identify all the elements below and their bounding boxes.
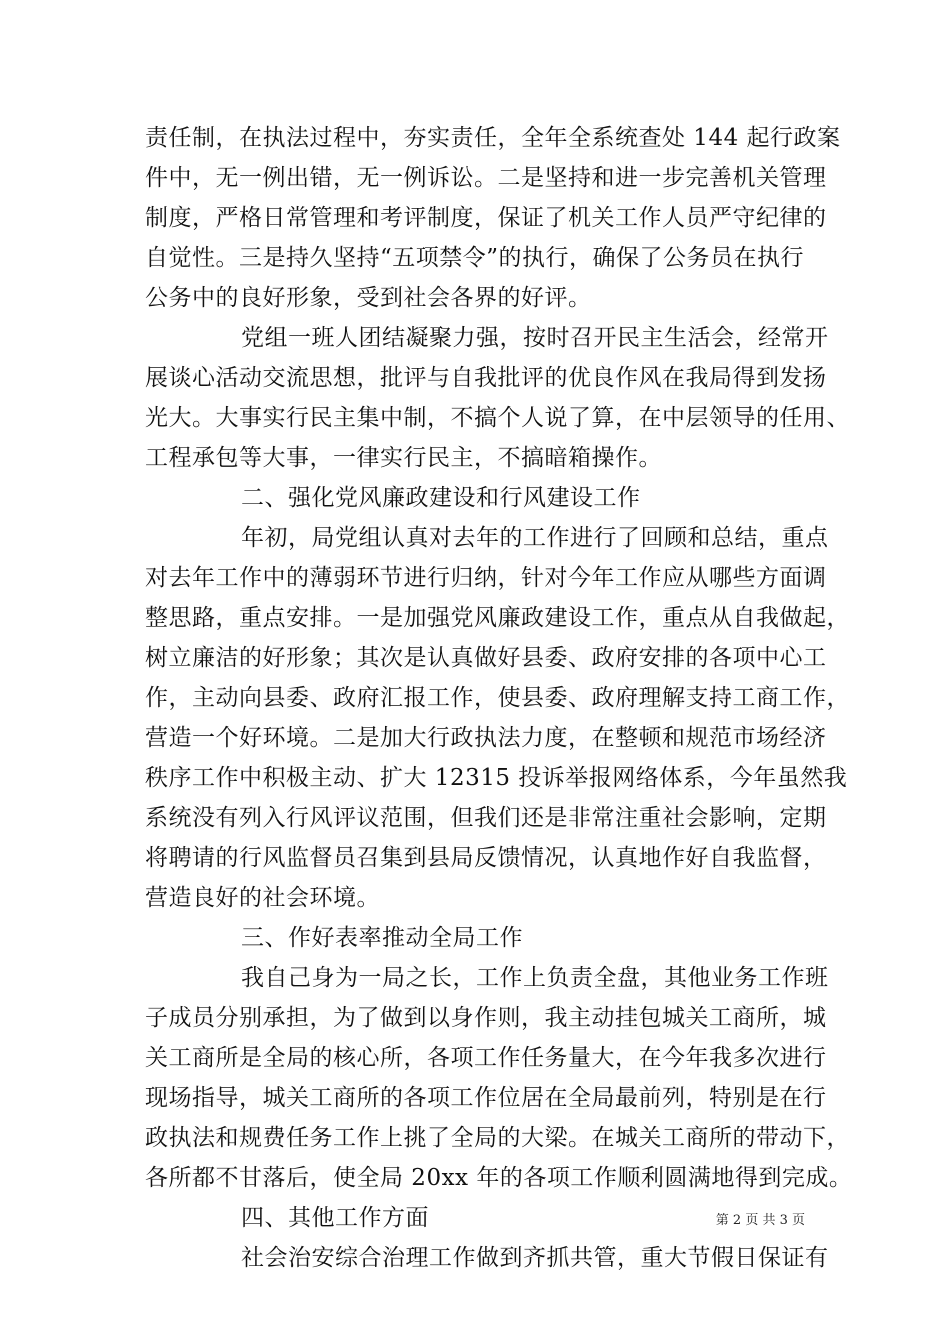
text-line: 三、作好表率推动全局工作 xyxy=(241,925,523,951)
paragraph xyxy=(145,958,853,1198)
text-line: 秩序工作中积极主动、扩大 12315 投诉举报网络体系，今年虽然我 xyxy=(145,765,848,791)
text-line: 各所都不甘落后，使全局 20xx 年的各项工作顺利圆满地得到完成。 xyxy=(145,1165,853,1191)
text-line: 将聘请的行风监督员召集到县局反馈情况，认真地作好自我监督， xyxy=(145,845,827,871)
page-number-footer: 第 2 页 共 3 页 xyxy=(715,1213,805,1228)
text-line: 我自己身为一局之长，工作上负责全盘，其他业务工作班 xyxy=(241,965,829,991)
text-line: 营造良好的社会环境。 xyxy=(145,885,380,911)
paragraph xyxy=(145,318,850,478)
text-line: 展谈心活动交流思想，批评与自我批评的优良作风在我局得到发扬 xyxy=(145,365,827,391)
text-line: 树立廉洁的好形象；其次是认真做好县委、政府安排的各项中心工 xyxy=(145,645,827,671)
text-line: 整思路，重点安排。一是加强党风廉政建设工作，重点从自我做起， xyxy=(145,605,850,631)
text-line: 年初，局党组认真对去年的工作进行了回顾和总结，重点 xyxy=(241,525,829,551)
text-line: 党组一班人团结凝聚力强，按时召开民主生活会，经常开 xyxy=(241,325,829,351)
text-line: 公务中的良好形象，受到社会各界的好评。 xyxy=(145,285,592,311)
paragraph xyxy=(145,518,850,918)
paragraph xyxy=(145,478,815,518)
text-line: 子成员分别承担，为了做到以身作则，我主动挂包城关工商所，城 xyxy=(145,1005,827,1031)
text-line: 制度，严格日常管理和考评制度，保证了机关工作人员严守纪律的 xyxy=(145,205,827,231)
text-line: 营造一个好环境。二是加大行政执法力度，在整顿和规范市场经济 xyxy=(145,725,827,751)
text-line: 政执法和规费任务工作上挑了全局的大梁。在城关工商所的带动下， xyxy=(145,1125,850,1151)
document-body xyxy=(145,118,853,1278)
text-line: 工程承包等大事，一律实行民主，不搞暗箱操作。 xyxy=(145,445,662,471)
paragraph xyxy=(145,118,841,318)
text-line: 件中，无一例出错，无一例诉讼。二是坚持和进一步完善机关管理 xyxy=(145,165,827,191)
text-line: 对去年工作中的薄弱环节进行归纳，针对今年工作应从哪些方面调 xyxy=(145,565,827,591)
text-line: 关工商所是全局的核心所，各项工作任务量大，在今年我多次进行 xyxy=(145,1045,827,1071)
text-line: 作，主动向县委、政府汇报工作，使县委、政府理解支持工商工作， xyxy=(145,685,850,711)
text-line: 社会治安综合治理工作做到齐抓共管，重大节假日保证有 xyxy=(241,1245,829,1271)
text-line: 现场指导，城关工商所的各项工作位居在全局最前列，特别是在行 xyxy=(145,1085,827,1111)
paragraph xyxy=(145,918,815,958)
text-line: 光大。大事实行民主集中制，不搞个人说了算，在中层领导的任用、 xyxy=(145,405,850,431)
text-line: 自觉性。三是持久坚持“五项禁令”的执行，确保了公务员在执行 xyxy=(145,245,805,271)
paragraph xyxy=(145,1238,829,1278)
text-line: 二、强化党风廉政建设和行风建设工作 xyxy=(241,485,641,511)
text-line: 系统没有列入行风评议范围，但我们还是非常注重社会影响，定期 xyxy=(145,805,827,831)
text-line: 四、其他工作方面 xyxy=(241,1205,429,1231)
text-line: 责任制，在执法过程中，夯实责任，全年全系统查处 144 起行政案 xyxy=(145,125,841,151)
